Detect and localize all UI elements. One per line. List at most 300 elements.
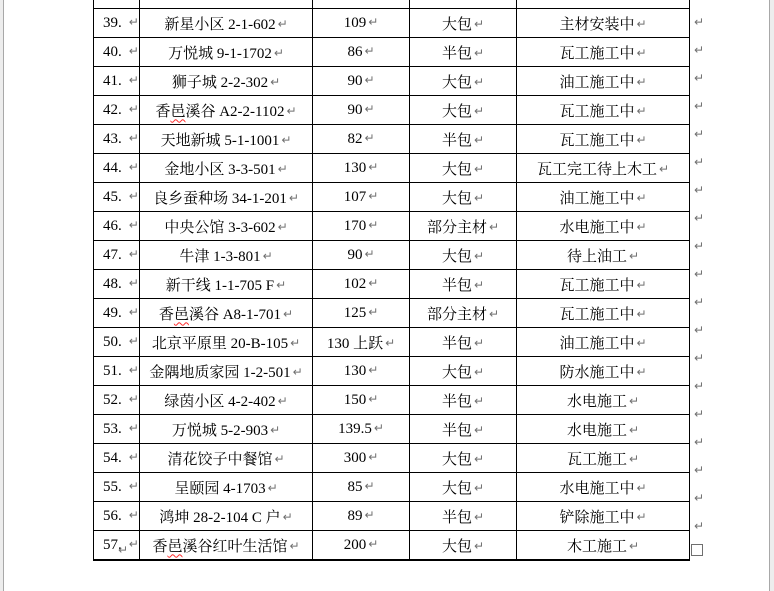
area-text: 85	[347, 478, 363, 495]
package-type-text: 大包	[441, 451, 472, 468]
paragraph-mark-icon: ↵	[270, 422, 281, 437]
paragraph-mark-icon: ↵	[128, 43, 139, 58]
paragraph-mark-icon: ↵	[694, 407, 705, 421]
paragraph-mark-icon: ↵	[385, 335, 396, 350]
table-row	[94, 386, 690, 415]
paragraph-mark-icon: ↵	[364, 43, 375, 58]
table-body	[94, 0, 690, 560]
table-row	[94, 183, 690, 212]
status-text: 油工施工中	[559, 74, 635, 91]
address-text: 金地小区 3-3-501	[164, 161, 276, 178]
cell-address[interactable]	[140, 444, 313, 473]
cell-area[interactable]	[313, 125, 410, 154]
cell-address[interactable]	[140, 357, 313, 386]
cell-row-number[interactable]	[94, 125, 140, 154]
cell-package-type[interactable]	[410, 386, 517, 415]
paragraph-mark-icon: ↵	[694, 491, 705, 505]
row-number-text: 54.	[103, 449, 122, 466]
paragraph-mark-icon: ↵	[473, 451, 485, 466]
table-row	[94, 154, 690, 183]
cell-package-type[interactable]	[410, 328, 517, 357]
cell-package-type[interactable]	[410, 444, 517, 473]
area-text: 139.5	[338, 420, 372, 437]
row-number-text: 56.	[103, 507, 122, 524]
row-number-text: 49.	[103, 304, 122, 321]
paragraph-mark-icon: ↵	[473, 393, 485, 408]
table-row	[94, 299, 690, 328]
paragraph-mark-icon: ↵	[694, 99, 705, 113]
paragraph-mark-icon: ↵	[267, 480, 278, 495]
cell-address[interactable]	[140, 473, 313, 502]
cell-row-number[interactable]	[94, 531, 140, 561]
paragraph-mark-icon: ↵	[488, 306, 500, 321]
cell-empty	[313, 0, 410, 9]
cell-address[interactable]	[140, 212, 313, 241]
cell-row-number[interactable]	[94, 9, 140, 38]
paragraph-mark-icon: ↵	[364, 130, 375, 145]
cell-area[interactable]	[313, 328, 410, 357]
cell-area[interactable]	[313, 9, 410, 38]
address-text: 香	[155, 103, 171, 120]
cell-area[interactable]	[313, 38, 410, 67]
cell-address[interactable]	[140, 241, 313, 270]
area-text: 82	[347, 130, 363, 147]
cell-status[interactable]	[517, 357, 690, 386]
area-text: 102	[343, 275, 367, 292]
package-type-text: 大包	[441, 248, 472, 265]
paragraph-mark-icon: ↵	[628, 248, 640, 263]
status-text: 瓦工完工待上木工	[536, 161, 657, 178]
cell-area[interactable]	[313, 357, 410, 386]
paragraph-mark-icon: ↵	[694, 43, 705, 57]
paragraph-mark-icon: ↵	[276, 277, 287, 292]
row-number-text: 57.	[103, 536, 122, 553]
paragraph-mark-icon: ↵	[694, 351, 705, 365]
cell-status[interactable]	[517, 241, 690, 270]
address-text: 万悦城 5-2-903	[171, 422, 269, 439]
paragraph-mark-icon: ↵	[290, 335, 301, 350]
table-row	[94, 125, 690, 154]
address-text: 天地新城 5-1-1001	[160, 132, 280, 149]
cell-address[interactable]	[140, 38, 313, 67]
paragraph-mark-icon: ↵	[628, 538, 640, 553]
table-row	[94, 67, 690, 96]
cell-address[interactable]	[140, 96, 313, 125]
paragraph-mark-icon: ↵	[694, 211, 705, 225]
cell-status[interactable]	[517, 96, 690, 125]
cell-address[interactable]	[140, 183, 313, 212]
row-number-text: 52.	[103, 391, 122, 408]
cell-status[interactable]	[517, 531, 690, 561]
package-type-text: 大包	[441, 161, 472, 178]
misspelled-text: 邑	[173, 306, 189, 323]
paragraph-mark-icon: ↵	[368, 14, 379, 29]
paragraph-mark-icon: ↵	[128, 333, 139, 348]
row-number-text: 44.	[103, 159, 122, 176]
paragraph-mark-icon: ↵	[368, 391, 379, 406]
paragraph-mark-icon: ↵	[368, 536, 379, 551]
package-type-text: 部分主材	[426, 219, 487, 236]
paragraph-mark-icon: ↵	[286, 103, 297, 118]
paragraph-mark-icon: ↵	[473, 45, 485, 60]
address-text: 鸿坤 28-2-104 C 户	[159, 509, 281, 526]
cell-package-type[interactable]	[410, 67, 517, 96]
cell-package-type[interactable]	[410, 531, 517, 561]
paragraph-mark-icon: ↵	[694, 519, 705, 533]
paragraph-mark-icon: ↵	[277, 219, 288, 234]
paragraph-mark-icon: ↵	[636, 132, 647, 147]
paragraph-mark-icon: ↵	[636, 45, 647, 60]
row-number-text: 46.	[103, 217, 122, 234]
paragraph-mark-icon: ↵	[373, 420, 384, 435]
address-text: 香	[152, 538, 168, 555]
status-text: 瓦工施工中	[559, 45, 635, 62]
table-row	[94, 96, 690, 125]
area-text: 90	[347, 246, 363, 263]
paragraph-mark-icon: ↵	[364, 101, 375, 116]
area-text: 107	[343, 188, 367, 205]
table-row	[94, 270, 690, 299]
paragraph-mark-icon: ↵	[277, 393, 288, 408]
cell-package-type[interactable]	[410, 270, 517, 299]
row-number-text: 45.	[103, 188, 122, 205]
status-text: 瓦工施工中	[559, 277, 635, 294]
cell-area[interactable]	[313, 473, 410, 502]
paragraph-mark-icon: ↵	[694, 71, 705, 85]
paragraph-mark-icon: ↵	[292, 364, 303, 379]
status-text: 油工施工中	[559, 335, 635, 352]
paragraph-mark-icon: ↵	[636, 480, 647, 495]
cell-row-number[interactable]	[94, 299, 140, 328]
paragraph-mark-icon: ↵	[128, 362, 139, 377]
cell-address[interactable]	[140, 299, 313, 328]
table-row	[94, 357, 690, 386]
address-text: 香	[158, 306, 174, 323]
paragraph-mark-icon: ↵	[636, 74, 647, 89]
paragraph-mark-icon: ↵	[368, 449, 379, 464]
address-text: 金隅地质家园 1-2-501	[149, 364, 291, 381]
address-text: 绿茵小区 4-2-402	[164, 393, 276, 410]
cell-row-number[interactable]	[94, 38, 140, 67]
cell-package-type[interactable]	[410, 96, 517, 125]
cell-area[interactable]	[313, 386, 410, 415]
cell-row-number[interactable]	[94, 67, 140, 96]
table-row	[94, 531, 690, 561]
cell-status[interactable]	[517, 386, 690, 415]
cell-status[interactable]	[517, 328, 690, 357]
area-text: 89	[347, 507, 363, 524]
paragraph-mark-icon: ↵	[282, 509, 293, 524]
cell-address[interactable]	[140, 125, 313, 154]
area-text: 170	[343, 217, 367, 234]
paragraph-mark-icon: ↵	[128, 217, 139, 232]
area-text: 130	[343, 159, 367, 176]
package-type-text: 半包	[441, 45, 472, 62]
row-number-text: 47.	[103, 246, 122, 263]
paragraph-mark-icon: ↵	[283, 306, 294, 321]
paragraph-mark-icon: ↵	[473, 480, 485, 495]
paragraph-mark-icon: ↵	[694, 127, 705, 141]
package-type-text: 大包	[441, 538, 472, 555]
cell-address[interactable]	[140, 270, 313, 299]
table-row	[94, 241, 690, 270]
cell-row-number[interactable]	[94, 357, 140, 386]
status-text: 水电施工中	[559, 480, 635, 497]
paragraph-mark-icon: ↵	[694, 155, 705, 169]
table-row-partial	[94, 0, 690, 9]
paragraph-mark-icon: ↵	[368, 159, 379, 174]
cell-package-type[interactable]	[410, 473, 517, 502]
cell-row-number[interactable]	[94, 328, 140, 357]
cell-empty	[94, 0, 140, 9]
paragraph-mark-icon: ↵	[694, 239, 705, 253]
paragraph-mark-icon: ↵	[628, 393, 640, 408]
row-number-text: 43.	[103, 130, 122, 147]
cell-area[interactable]	[313, 444, 410, 473]
table-row	[94, 328, 690, 357]
cell-status[interactable]	[517, 415, 690, 444]
paragraph-mark-icon: ↵	[274, 451, 285, 466]
cell-address[interactable]	[140, 415, 313, 444]
cell-package-type[interactable]	[410, 415, 517, 444]
paragraph-mark-icon: ↵	[636, 335, 647, 350]
cell-row-number[interactable]	[94, 183, 140, 212]
status-text: 油工施工中	[559, 190, 635, 207]
paragraph-mark-icon: ↵	[636, 509, 647, 524]
row-number-text: 53.	[103, 420, 122, 437]
cell-package-type[interactable]	[410, 241, 517, 270]
paragraph-mark-icon: ↵	[628, 451, 640, 466]
cell-status[interactable]	[517, 299, 690, 328]
cell-row-number[interactable]	[94, 444, 140, 473]
document-page	[3, 0, 770, 591]
cell-address[interactable]	[140, 9, 313, 38]
cell-area[interactable]	[313, 96, 410, 125]
paragraph-mark-icon: ↵	[694, 463, 705, 477]
cell-package-type[interactable]	[410, 38, 517, 67]
package-type-text: 半包	[441, 335, 472, 352]
cell-package-type[interactable]	[410, 299, 517, 328]
paragraph-mark-icon: ↵	[694, 435, 705, 449]
cell-address[interactable]	[140, 531, 313, 561]
cell-address[interactable]	[140, 328, 313, 357]
paragraph-mark-icon: ↵	[364, 478, 375, 493]
cell-package-type[interactable]	[410, 502, 517, 531]
cell-row-number[interactable]	[94, 96, 140, 125]
package-type-text: 半包	[441, 509, 472, 526]
address-text: 良乡蚕种场 34-1-201	[153, 190, 287, 207]
package-type-text: 大包	[441, 364, 472, 381]
paragraph-mark-icon: ↵	[473, 364, 485, 379]
row-number-text: 48.	[103, 275, 122, 292]
cell-area[interactable]	[313, 241, 410, 270]
package-type-text: 大包	[441, 190, 472, 207]
cell-area[interactable]	[313, 531, 410, 561]
paragraph-mark-icon: ↵	[364, 507, 375, 522]
paragraph-mark-icon: ↵	[694, 267, 705, 281]
row-number-text: 42.	[103, 101, 122, 118]
paragraph-mark-icon: ↵	[128, 130, 139, 145]
cell-address[interactable]	[140, 67, 313, 96]
package-type-text: 大包	[441, 16, 472, 33]
paragraph-mark-icon: ↵	[277, 16, 288, 31]
status-text: 瓦工施工中	[559, 103, 635, 120]
paragraph-mark-icon: ↵	[128, 536, 139, 551]
cell-area[interactable]	[313, 183, 410, 212]
cell-row-number[interactable]	[94, 154, 140, 183]
paragraph-mark-icon: ↵	[473, 74, 485, 89]
cell-row-number[interactable]	[94, 473, 140, 502]
cell-row-number[interactable]	[94, 270, 140, 299]
cell-status[interactable]	[517, 67, 690, 96]
cell-package-type[interactable]	[410, 9, 517, 38]
paragraph-mark-icon: ↵	[636, 219, 647, 234]
address-text: 北京平原里 20-B-105	[151, 335, 289, 352]
area-text: 90	[347, 101, 363, 118]
paragraph-mark-icon: ↵	[128, 304, 139, 319]
paragraph-mark-icon: ↵	[128, 72, 139, 87]
cell-status[interactable]	[517, 183, 690, 212]
paragraph-mark-icon: ↵	[658, 161, 670, 176]
status-text: 防水施工中	[559, 364, 635, 381]
cell-area[interactable]	[313, 415, 410, 444]
area-text: 300	[343, 449, 367, 466]
cell-empty	[410, 0, 517, 9]
paragraph-mark-icon: ↵	[281, 132, 292, 147]
cell-status[interactable]	[517, 154, 690, 183]
area-text: 109	[343, 14, 367, 31]
paragraph-mark-icon: ↵	[636, 16, 647, 31]
area-text: 150	[343, 391, 367, 408]
address-text: 新干线 1-1-705 F	[165, 277, 275, 294]
area-text: 125	[343, 304, 367, 321]
cell-area[interactable]	[313, 67, 410, 96]
paragraph-mark-icon: ↵	[128, 14, 139, 29]
paragraph-mark-icon: ↵	[368, 217, 379, 232]
cell-area[interactable]	[313, 270, 410, 299]
status-text: 水电施工	[566, 422, 627, 439]
address-text: 清花饺子中餐馆	[167, 451, 273, 468]
package-type-text: 大包	[441, 74, 472, 91]
row-number-text: 40.	[103, 43, 122, 60]
row-number-text: 55.	[103, 478, 122, 495]
paragraph-mark-icon: ↵	[368, 275, 379, 290]
status-text: 木工施工	[566, 538, 627, 555]
status-text: 待上油工	[566, 248, 627, 265]
cell-status[interactable]	[517, 270, 690, 299]
package-type-text: 半包	[441, 277, 472, 294]
paragraph-mark-icon: ↵	[488, 219, 500, 234]
cell-package-type[interactable]	[410, 212, 517, 241]
paragraph-mark-icon: ↵	[636, 277, 647, 292]
paragraph-mark-icon: ↵	[364, 246, 375, 261]
paragraph-mark-icon: ↵	[128, 188, 139, 203]
area-text: 90	[347, 72, 363, 89]
cell-status[interactable]	[517, 502, 690, 531]
cell-address[interactable]	[140, 502, 313, 531]
paragraph-mark-icon: ↵	[473, 248, 485, 263]
area-text: 130 上跃	[326, 335, 384, 352]
status-text: 铲除施工中	[559, 509, 635, 526]
table-row	[94, 473, 690, 502]
cell-area[interactable]	[313, 154, 410, 183]
address-text: 溪谷 A2-2-1102	[185, 103, 285, 120]
cell-package-type[interactable]	[410, 125, 517, 154]
paragraph-mark-icon: ↵	[473, 103, 485, 118]
cell-package-type[interactable]	[410, 183, 517, 212]
paragraph-mark-icon: ↵	[473, 509, 485, 524]
cell-status[interactable]	[517, 212, 690, 241]
paragraph-mark-icon: ↵	[128, 507, 139, 522]
cell-address[interactable]	[140, 386, 313, 415]
paragraph-mark-icon: ↵	[128, 420, 139, 435]
cell-row-number[interactable]	[94, 212, 140, 241]
paragraph-mark-icon: ↵	[128, 101, 139, 116]
paragraph-mark-icon: ↵	[636, 190, 647, 205]
cell-status[interactable]	[517, 125, 690, 154]
misspelled-text: 邑	[170, 103, 186, 120]
paragraph-mark-icon: ↵	[473, 335, 485, 350]
cell-package-type[interactable]	[410, 154, 517, 183]
paragraph-mark-icon: ↵	[694, 15, 705, 29]
cell-package-type[interactable]	[410, 357, 517, 386]
cell-empty	[517, 0, 690, 9]
cell-area[interactable]	[313, 299, 410, 328]
cell-area[interactable]	[313, 502, 410, 531]
cell-row-number[interactable]	[94, 241, 140, 270]
cell-area[interactable]	[313, 212, 410, 241]
row-number-text: 41.	[103, 72, 122, 89]
status-text: 水电施工	[566, 393, 627, 410]
area-text: 86	[347, 43, 363, 60]
cell-status[interactable]	[517, 38, 690, 67]
package-type-text: 半包	[441, 393, 472, 410]
paragraph-mark-icon: ↵	[473, 132, 485, 147]
paragraph-mark-icon: ↵	[473, 190, 485, 205]
misspelled-text: 邑	[167, 538, 183, 555]
package-type-text: 半包	[441, 422, 472, 439]
address-text: 呈颐园 4-1703	[174, 480, 266, 497]
address-text: 中央公馆 3-3-602	[164, 219, 276, 236]
paragraph-mark-icon: ↵	[118, 543, 129, 557]
status-text: 瓦工施工中	[559, 132, 635, 149]
status-text: 瓦工施工中	[559, 306, 635, 323]
cell-address[interactable]	[140, 154, 313, 183]
paragraph-mark-icon: ↵	[473, 277, 485, 292]
cell-row-number[interactable]	[94, 386, 140, 415]
paragraph-mark-icon: ↵	[473, 161, 485, 176]
cell-status[interactable]	[517, 444, 690, 473]
address-text: 溪谷 A8-1-701	[188, 306, 282, 323]
paragraph-mark-icon: ↵	[128, 275, 139, 290]
paragraph-mark-icon: ↵	[289, 538, 300, 553]
paragraph-mark-icon: ↵	[288, 190, 299, 205]
package-type-text: 部分主材	[426, 306, 487, 323]
paragraph-mark-icon: ↵	[694, 379, 705, 393]
table-row	[94, 212, 690, 241]
cell-row-number[interactable]	[94, 502, 140, 531]
address-text: 狮子城 2-2-302	[171, 74, 269, 91]
paragraph-mark-icon: ↵	[128, 246, 139, 261]
paragraph-mark-icon: ↵	[277, 161, 288, 176]
paragraph-mark-icon: ↵	[368, 362, 379, 377]
address-text: 万悦城 9-1-1702	[168, 45, 272, 62]
cell-status[interactable]	[517, 9, 690, 38]
cell-status[interactable]	[517, 473, 690, 502]
paragraph-mark-icon: ↵	[694, 183, 705, 197]
paragraph-mark-icon: ↵	[636, 364, 647, 379]
cell-row-number[interactable]	[94, 415, 140, 444]
